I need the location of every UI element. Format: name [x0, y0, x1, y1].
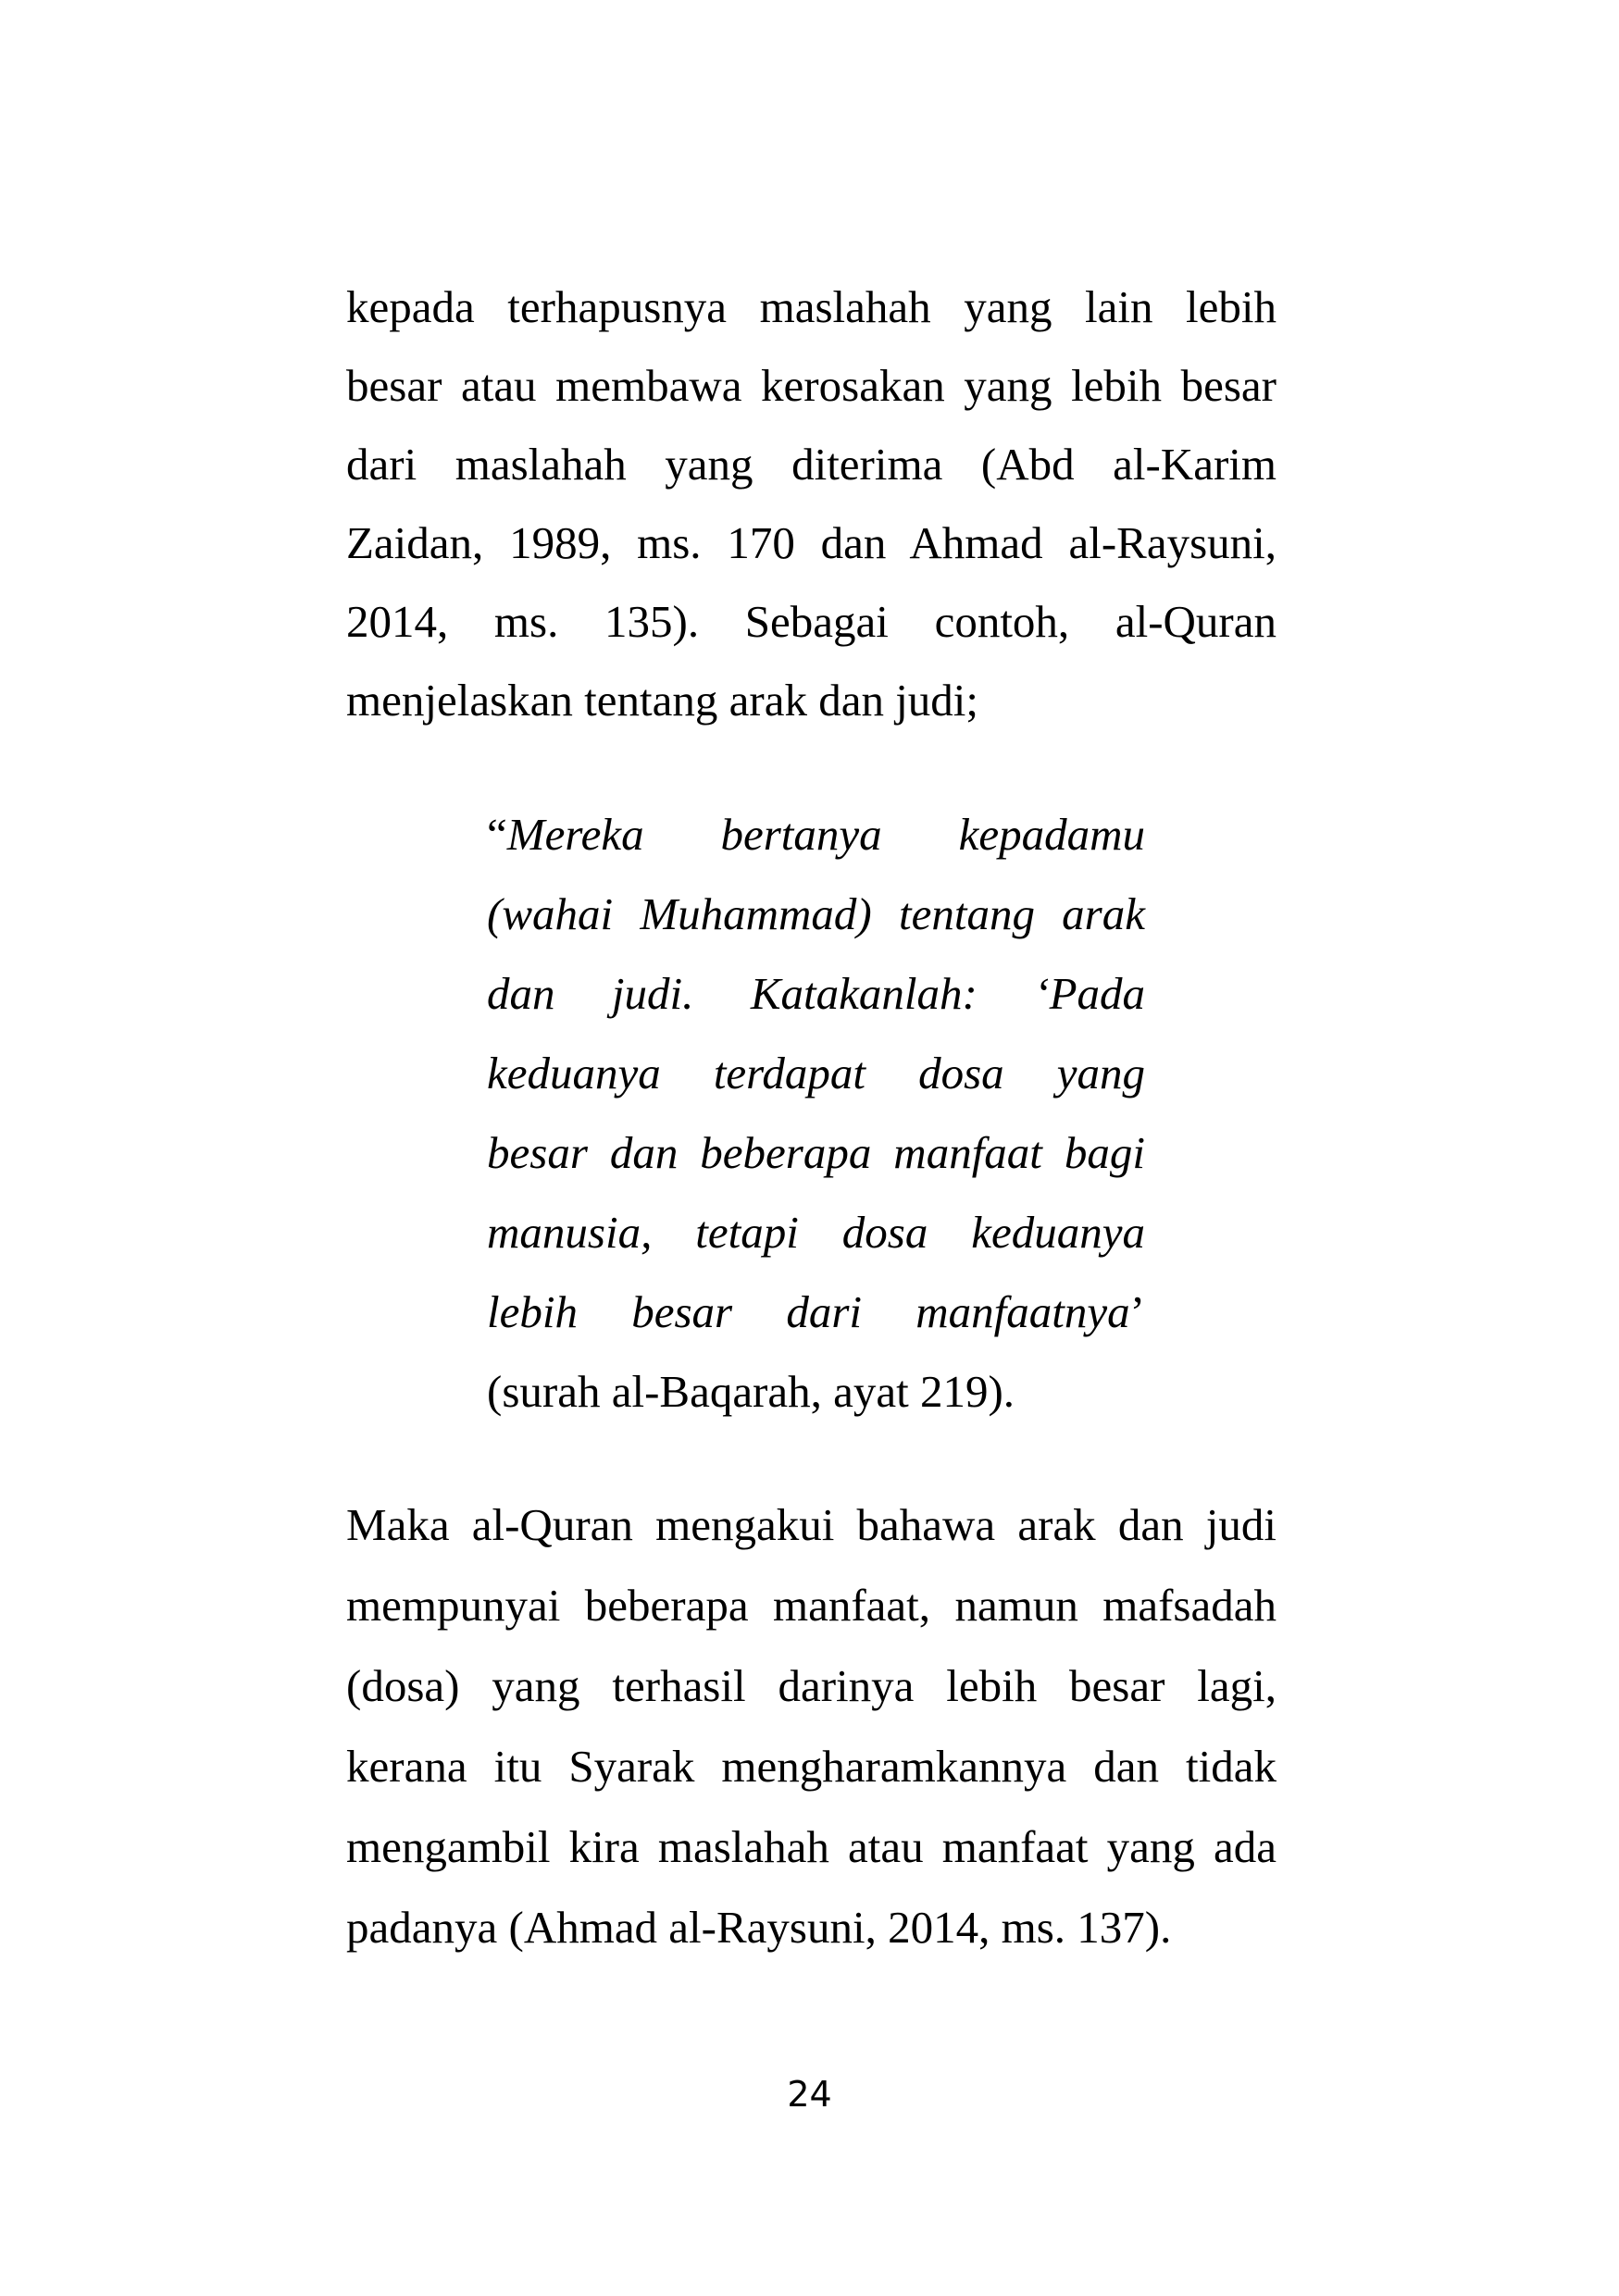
quote-line-2: (wahai Muhammad) tentang arak: [487, 888, 1145, 939]
paragraph-1-line-3: dari maslahah yang diterima (Abd al-Karim: [346, 439, 1277, 490]
quote-open-mark: “: [487, 809, 507, 860]
paragraph-2-line-2: mempunyai beberapa manfaat, namun mafsadah: [346, 1580, 1277, 1631]
quote-text-1: Mereka bertanya kepadamu: [506, 809, 1145, 860]
paragraph-1-line-4: Zaidan, 1989, ms. 170 dan Ahmad al-Raysuni,: [346, 517, 1277, 568]
paragraph-2-line-4: kerana itu Syarak mengharamkannya dan tidak: [346, 1741, 1277, 1792]
quote-close-mark: ’: [1129, 1286, 1145, 1337]
paragraph-1-line-1: kepada terhapusnya maslahah yang lain lebih: [346, 281, 1277, 332]
quote-line-6: manusia, tetapi dosa keduanya: [487, 1207, 1145, 1258]
paragraph-1-line-6: menjelaskan tentang arak dan judi;: [346, 675, 979, 726]
quote-line-4: keduanya terdapat dosa yang: [487, 1048, 1145, 1098]
paragraph-2-line-1: Maka al-Quran mengakui bahawa arak dan judi: [346, 1499, 1277, 1550]
quote-line-1: [487, 807, 1145, 863]
quote-line-3: dan judi. Katakanlah: ‘Pada: [487, 968, 1145, 1019]
paragraph-2-line-3: (dosa) yang terhasil darinya lebih besar lagi,: [346, 1660, 1277, 1711]
quote-line-5: besar dan beberapa manfaat bagi: [487, 1127, 1145, 1178]
paragraph-1-line-5: 2014, ms. 135). Sebagai contoh, al-Quran: [346, 596, 1277, 647]
paragraph-1-line-2: besar atau membawa kerosakan yang lebih besar: [346, 360, 1277, 411]
quote-text-7: lebih besar dari manfaatnya: [487, 1286, 1130, 1337]
page-number: 24: [787, 2074, 832, 2115]
paragraph-2-line-5: mengambil kira maslahah atau manfaat yang ada: [346, 1821, 1277, 1872]
quote-line-7: [487, 1285, 1145, 1340]
paragraph-2-line-6: padanya (Ahmad al-Raysuni, 2014, ms. 137).: [346, 1902, 1172, 1953]
quote-citation: (surah al-Baqarah, ayat 219).: [487, 1366, 1015, 1417]
